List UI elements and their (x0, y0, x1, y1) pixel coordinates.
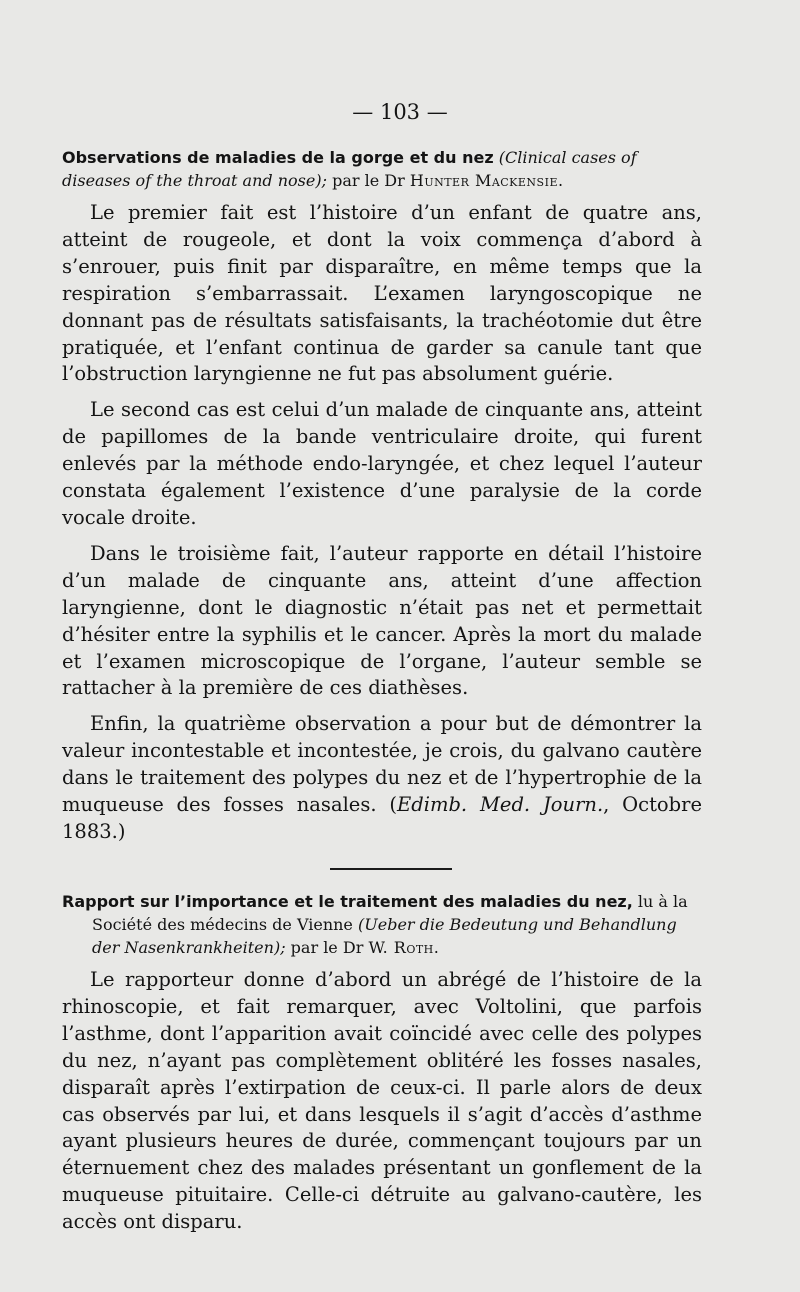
article-title: Observations de maladies de la gorge et du nez (62, 148, 494, 167)
article-author: W. Roth. (368, 938, 440, 957)
article-venue: lu à la Société des médecins de Vienne (92, 892, 688, 934)
article-author: Hunter Mackensie. (409, 171, 564, 190)
article-by: par le (290, 938, 338, 957)
paragraph-with-reference (62, 711, 702, 846)
journal-reference: Edimb. Med. Journ. (397, 793, 604, 817)
author-title: Dr (342, 938, 364, 957)
article-by: par le (332, 171, 380, 190)
paragraph: Dans le troisième fait, l’auteur rapporte en détail l’histoire d’un malade de cinquante ans, atteint d’une affection laryngienne, dont le diagnostic n’était pas net et permettait d’hésiter entre la syphilis et le cancer. Après la mort du malade et l’examen microscopique de l’organe, l’auteur semble se rattacher à la première de ces diathèses. (62, 541, 702, 700)
article-english-title: (Clinical cases of diseases of the throat and nose); (62, 148, 637, 190)
article-german-title: (Ueber die Bedeutung und Behandlung der Nasenkrankheiten); (92, 915, 677, 957)
reference-open: ( (389, 793, 397, 817)
reference-date: , Octobre 1883.) (62, 793, 703, 843)
article-nose-diseases-report (62, 890, 702, 1245)
author-title: Dr (384, 171, 405, 190)
section-divider (330, 868, 452, 870)
paragraph: Le rapporteur donne d’abord un abrégé de l’histoire de la rhinoscopie, et fait remarquer, avec Voltolini, que parfois l’asthme, dont l’apparition avait coïncidé avec celle des polypes du nez, n’ayant pas complètement oblitéré les fosses nasales, disparaît après l’extirpation de ceux-ci. Il parle alors de deux cas observés par lui, et dans lesquels il s’agit d’accès d’asthme ayant plusieurs heures de durée, commençant toujours par un éternuement chez des malades présentant un gonflement de la muqueuse pituitaire. Celle-ci détruite au galvano-cautère, les accès ont disparu. (62, 968, 702, 1234)
article-title: Rapport sur l’importance et le traitement des maladies du nez, (62, 892, 633, 911)
article-heading (62, 890, 702, 959)
article-heading (62, 146, 702, 192)
article-throat-nose-observations (62, 146, 702, 855)
paragraph: Le second cas est celui d’un malade de cinquante ans, atteint de papillomes de la bande ventriculaire droite, qui furent enlevés par la méthode endo-laryngée, et chez lequel l’auteur constata également l’existence d’une paralysie de la corde vocale droite. (62, 398, 702, 529)
page-number: — 103 — (352, 100, 448, 124)
paragraph-text: Enfin, la quatrième observation a pour but de démontrer la valeur incontestable et incontestée, je crois, du galvano cautère dans le traitement des polypes du nez et de l’hypertrophie de la muqueuse des fosses nasales. (62, 712, 702, 817)
paragraph: Le premier fait est l’histoire d’un enfant de quatre ans, atteint de rougeole, et dont la voix commença d’abord à s’enrouer, puis finit par disparaître, en même temps que la respiration s’embarrassait. L’examen laryngoscopique ne donnant pas de résultats satisfaisants, la trachéotomie dut être pratiquée, et l’enfant continua de garder sa canule tant que l’obstruction laryngienne ne fut pas absolument guérie. (62, 201, 702, 386)
